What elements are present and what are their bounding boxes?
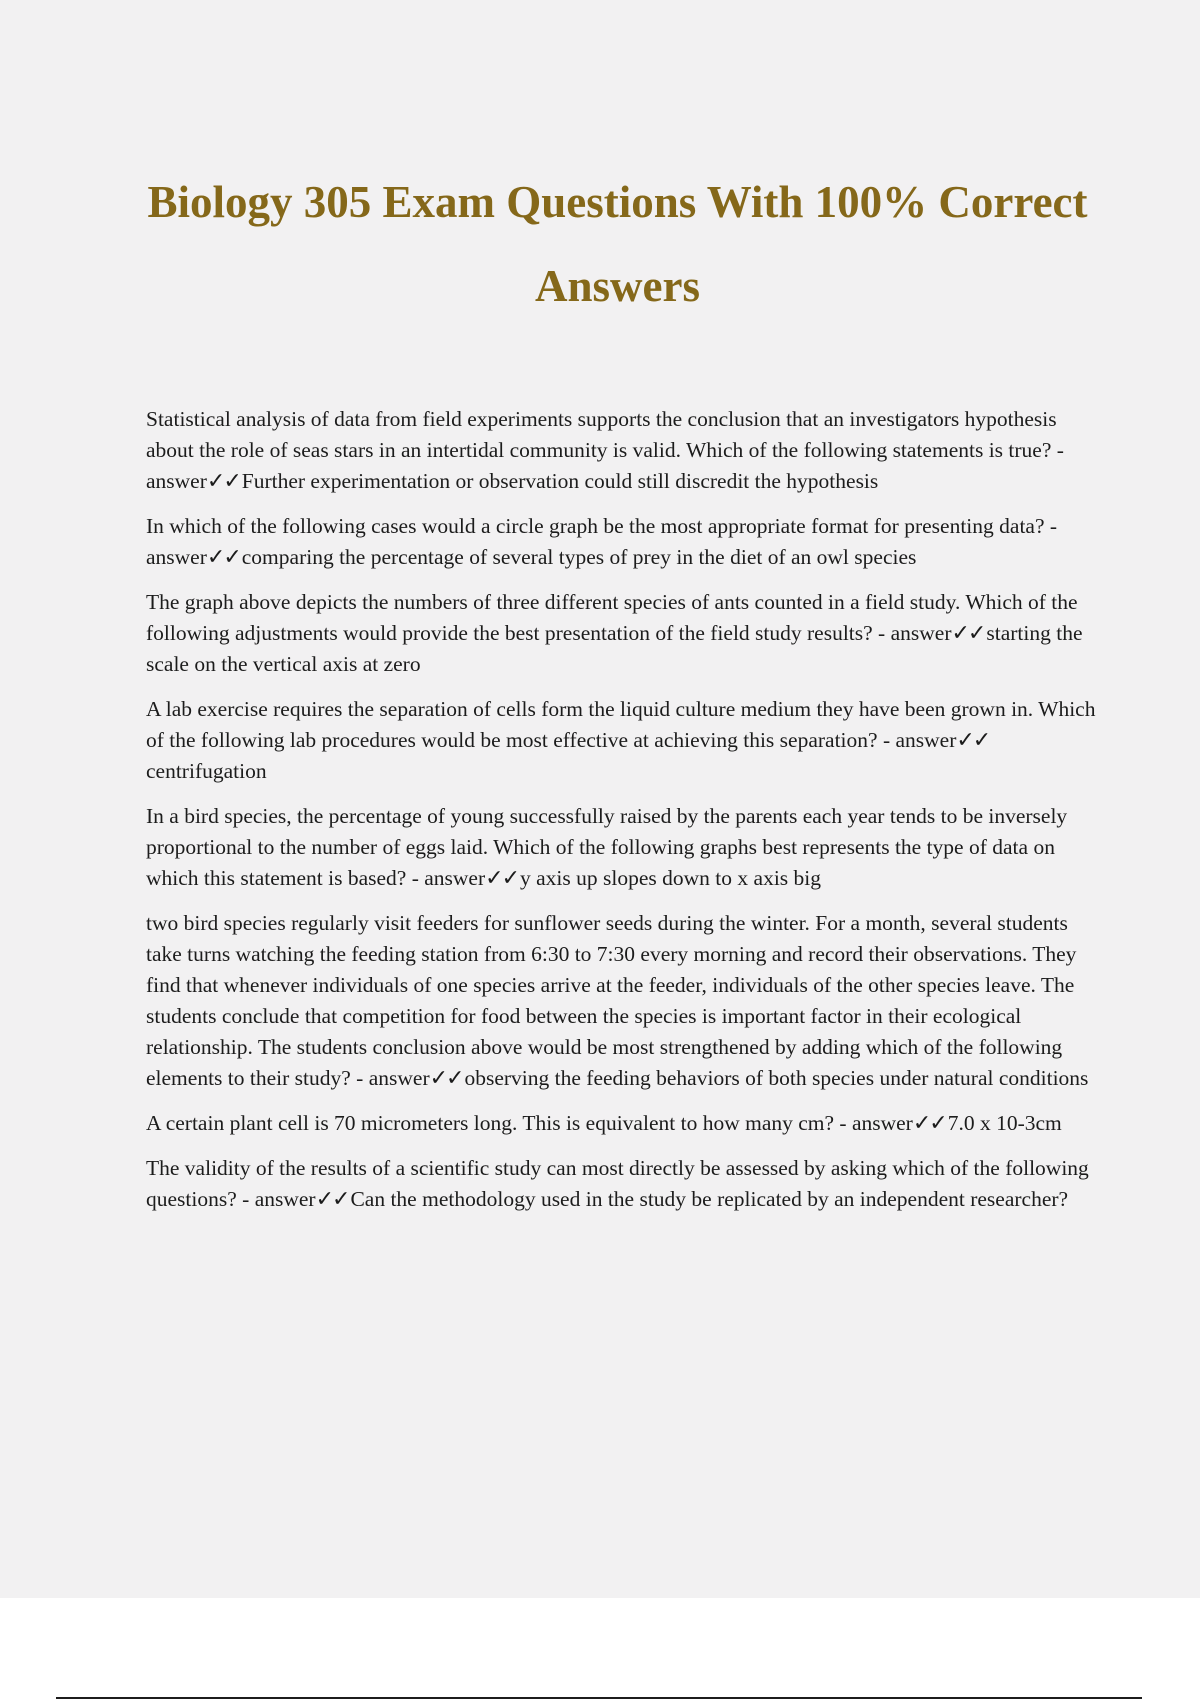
question-text: In which of the following cases would a circle graph be the most appropriate format for presenting data? -	[146, 514, 1058, 538]
page-title: Biology 305 Exam Questions With 100% Correct Answers	[147, 177, 1088, 311]
double-check-icon: ✓✓	[429, 1066, 463, 1091]
answer-text: 7.0 x 10-3cm	[947, 1111, 1062, 1135]
question-text: The validity of the results of a scientific study can most directly be assessed by asking which of the following questions? -	[146, 1156, 1089, 1211]
question-text: In a bird species, the percentage of young successfully raised by the parents each year tends to be inversely proportional to the number of eggs laid. Which of the following graphs best represents the type of data on which this statement is based? -	[146, 804, 1068, 890]
answer-label: answer	[146, 545, 207, 569]
double-check-icon: ✓✓	[315, 1187, 349, 1212]
answer-text: centrifugation	[146, 759, 267, 783]
double-check-icon: ✓✓	[206, 545, 240, 570]
double-check-icon: ✓✓	[206, 469, 240, 494]
double-check-icon: ✓✓	[951, 621, 985, 646]
answer-text: Further experimentation or observation could still discredit the hypothesis	[241, 469, 879, 493]
question-text: The graph above depicts the numbers of three different species of ants counted in a field study. Which of the following adjustments would provide the best presentation of the field study results? -	[146, 590, 1078, 645]
qa-item	[146, 801, 1096, 894]
answer-text: comparing the percentage of several types of prey in the diet of an owl species	[241, 545, 917, 569]
answer-text: observing the feeding behaviors of both species under natural conditions	[464, 1066, 1089, 1090]
answer-label: answer	[424, 866, 486, 890]
answer-label: answer	[851, 1111, 913, 1135]
double-check-icon: ✓✓	[956, 728, 990, 753]
answer-label: answer	[890, 621, 952, 645]
qa-item	[146, 404, 1096, 497]
footer-divider	[56, 1697, 1142, 1699]
answer-label: answer	[895, 728, 957, 752]
qa-item	[146, 694, 1096, 787]
answer-text: Can the methodology used in the study be replicated by an independent researcher?	[350, 1187, 1069, 1211]
qa-item	[146, 587, 1096, 680]
question-text: A lab exercise requires the separation of cells form the liquid culture medium they have been grown in. Which of the following lab procedures would be most effective at achieving this separation? -	[146, 697, 1096, 752]
answer-text: y axis up slopes down to x axis big	[520, 866, 822, 890]
qa-list	[146, 404, 1096, 1229]
qa-item	[146, 908, 1096, 1094]
answer-label: answer	[368, 1066, 430, 1090]
qa-item	[146, 1153, 1096, 1215]
double-check-icon: ✓✓	[912, 1111, 946, 1136]
answer-label: answer	[254, 1187, 316, 1211]
question-text: two bird species regularly visit feeders for sunflower seeds during the winter. For a month, several students take turns watching the feeding station from 6:30 to 7:30 every morning and record their observations. They find that whenever individuals of one species arrive at the feeder, individuals of the other species leave. The students conclude that competition for food between the species is important factor in their ecological relationship. The students conclusion above would be most strengthened by adding which of the following elements to their study? -	[146, 911, 1077, 1090]
double-check-icon: ✓✓	[485, 866, 519, 891]
qa-item	[146, 511, 1096, 573]
qa-item	[146, 1108, 1096, 1139]
answer-text: starting the scale on the vertical axis at zero	[146, 621, 1083, 676]
question-text: Statistical analysis of data from field experiments supports the conclusion that an investigators hypothesis about the role of seas stars in an intertidal community is valid. Which of the following statements is true? -	[146, 407, 1064, 462]
question-text: A certain plant cell is 70 micrometers long. This is equivalent to how many cm? -	[146, 1111, 852, 1135]
answer-label: answer	[146, 469, 207, 493]
